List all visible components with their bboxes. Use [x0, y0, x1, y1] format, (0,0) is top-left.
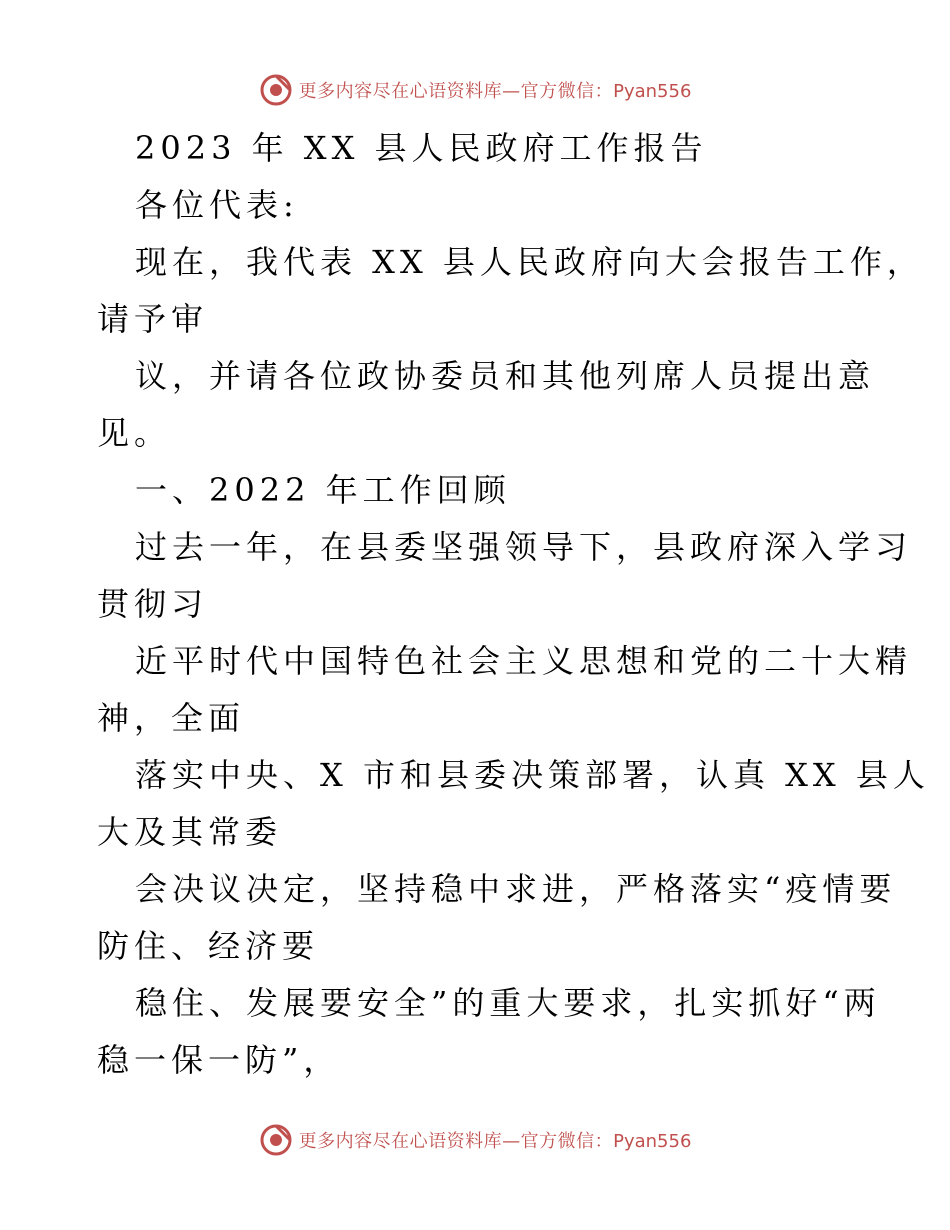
footer-banner [0, 1120, 950, 1160]
document-body [97, 120, 930, 1089]
header-banner-wechat-id: Pyan556 [613, 81, 692, 102]
document-line: 各位代表: [135, 186, 299, 224]
document-line: 议，并请各位政协委员和其他列席人员提出意 [135, 357, 876, 395]
document-lines [97, 177, 930, 1089]
brand-logo-icon [259, 73, 293, 107]
header-banner-text [299, 77, 692, 103]
header-banner-text-cn: 更多内容尽在心语资料库—官方微信： [298, 81, 614, 102]
document-line: 神，全面 [97, 699, 246, 737]
document-line: 稳一保一防”， [97, 1041, 341, 1079]
document-line: 近平时代中国特色社会主义思想和党的二十大精 [135, 642, 913, 680]
document-title: 2023 年 XX 县人民政府工作报告 [135, 129, 708, 167]
document-line: 请予审 [97, 300, 209, 338]
document-line: 过去一年，在县委坚强领导下，县政府深入学习 [135, 528, 913, 566]
document-line: 稳住、发展要安全”的重大要求，扎实抓好“两 [135, 984, 881, 1022]
document-line: 落实中央、X 市和县委决策部署，认真 XX 县人 [135, 756, 930, 794]
footer-banner-text [299, 1127, 692, 1153]
document-line: 见。 [97, 414, 172, 452]
header-banner [0, 70, 950, 110]
footer-banner-wechat-id: Pyan556 [613, 1131, 692, 1152]
document-line: 现在，我代表 XX 县人民政府向大会报告工作， [135, 243, 924, 281]
document-line: 大及其常委 [97, 813, 283, 851]
document-line: 贯彻习 [97, 585, 209, 623]
document-line: 会决议决定，坚持稳中求进，严格落实“疫情要 [135, 870, 897, 908]
document-line: 防住、经济要 [97, 927, 320, 965]
footer-banner-text-cn: 更多内容尽在心语资料库—官方微信： [298, 1131, 614, 1152]
document-line: 一、2022 年工作回顾 [135, 471, 511, 509]
brand-logo-icon [259, 1123, 293, 1157]
